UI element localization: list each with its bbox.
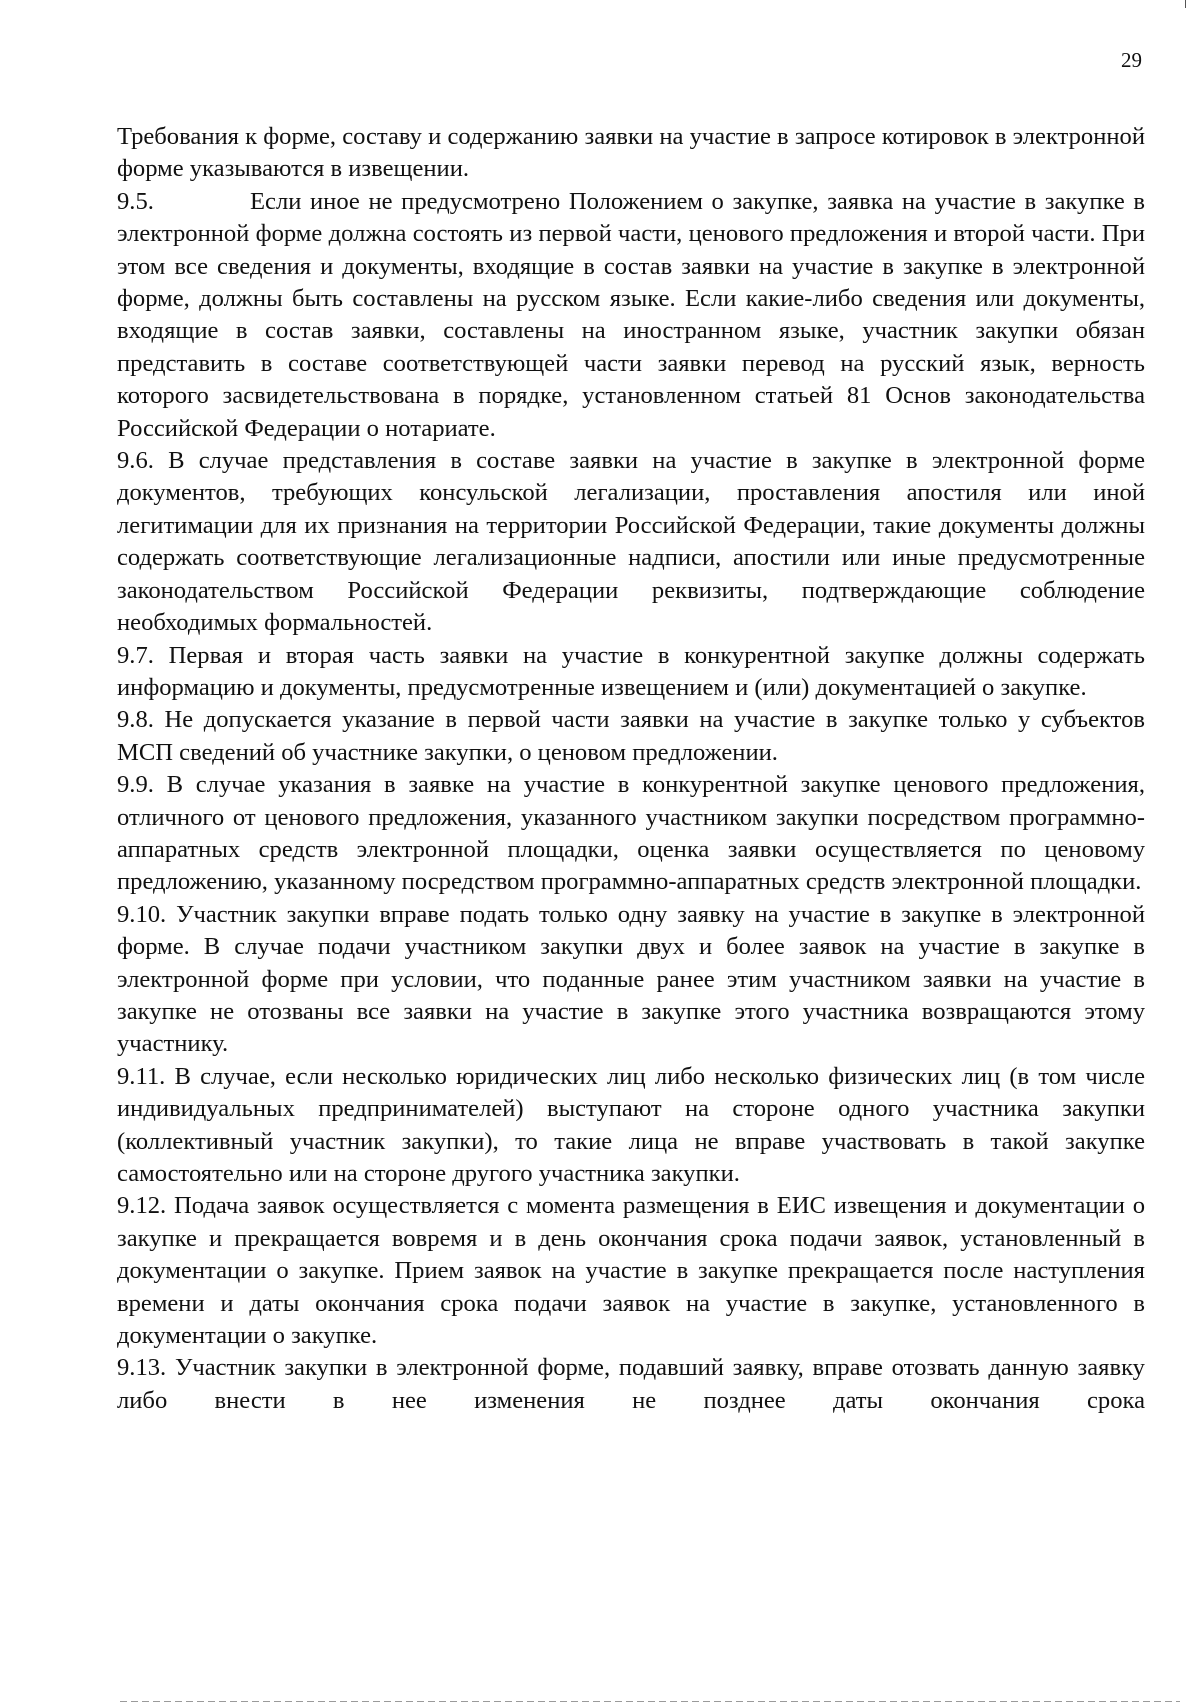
scan-edge-bottom-line (120, 1701, 1180, 1702)
clause-text: Если иное не предусмотрено Положением о закупке, заявка на участие в закупке в электронной форме должна состоять из первой части, ценового предложения и второй части. При этом все сведения и документы, входящие в состав заявки на участие в закупке в электронной форме, должны быть составлены на русском языке. Если какие-либо сведения или документы, входящие в состав заявки, составлены на иностранном языке, участник закупки обязан представить в составе соответствующей части заявки перевод на русский язык, верность которого засвидетельствована в порядке, установленном статьей 81 Основ законодательства Российской Федерации о нотариате. (117, 187, 1145, 442)
page-number: 29 (1121, 48, 1142, 72)
clause-9-12 (117, 1190, 1145, 1352)
clause-9-8 (117, 704, 1145, 769)
document-body (117, 121, 1145, 1417)
clause-text: В случае представления в составе заявки на участие в закупке в электронной форме документов, требующих консульской легализации, проставления апостиля или иной легитимации для их признания на территории Российской Федерации, такие документы должны содержать соответствующие легализационные надписи, апостили или иные предусмотренные законодательством Российской Федерации реквизиты, подтверждающие соблюдение необходимых формальностей. (117, 447, 1145, 637)
clause-9-10 (117, 899, 1145, 1061)
clause-9-6 (117, 445, 1145, 639)
clause-text: Не допускается указание в первой части заявки на участие в закупке только у субъектов МСП сведений об участнике закупки, о ценовом предложении. (117, 706, 1145, 766)
clause-text: В случае, если несколько юридических лиц либо несколько физических лиц (в том числе индивидуальных предпринимателей) выступают на стороне одного участника закупки (коллективный участник закупки), то такие лица не вправе участвовать в такой закупке самостоятельно или на стороне другого участника закупки. (117, 1062, 1145, 1187)
scan-edge-top-mark (1185, 0, 1186, 8)
paragraph-intro (117, 121, 1145, 186)
clause-number: 9.12. (117, 1192, 167, 1220)
clause-number: 9.13. (117, 1354, 167, 1382)
clause-9-7 (117, 640, 1145, 705)
clause-number: 9.8. (117, 706, 154, 734)
clause-number: 9.5. (117, 187, 154, 215)
clause-9-9 (117, 769, 1145, 899)
clause-text: В случае указания в заявке на участие в конкурентной закупке ценового предложения, отличного от ценового предложения, указанного участником закупки посредством программно-аппаратных средств электронной площадки, оценка заявки осуществляется по ценовому предложению, указанному посредством программно-аппаратных средств электронной площадки. (117, 771, 1145, 896)
clause-text: Участник закупки вправе подать только одну заявку на участие в закупке в электронной форме. В случае подачи участником закупки двух и более заявок на участие в закупке в электронной форме при условии, что поданные ранее этим участником заявки на участие в закупке не отозваны все заявки на участие в закупке этого участника возвращаются этому участнику. (117, 900, 1145, 1058)
clause-9-5 (117, 186, 1145, 445)
clause-number: 9.6. (117, 447, 154, 475)
clause-number: 9.10. (117, 900, 167, 928)
clause-number: 9.7. (117, 641, 154, 669)
clause-number: 9.9. (117, 771, 154, 799)
clause-text: Подача заявок осуществляется с момента размещения в ЕИС извещения и документации о закупке и прекращается вовремя и в день окончания срока подачи заявок, установленный в документации о закупке. Прием заявок на участие в закупке прекращается после наступления времени и даты окончания срока подачи заявок на участие в закупке, установленного в документации о закупке. (117, 1192, 1145, 1350)
paragraph-text: Требования к форме, составу и содержанию заявки на участие в запросе котировок в электронной форме указываются в извещении. (117, 123, 1145, 183)
clause-text: Первая и вторая часть заявки на участие в конкурентной закупке должны содержать информацию и документы, предусмотренные извещением и (или) документацией о закупке. (117, 641, 1145, 701)
clause-9-13 (117, 1352, 1145, 1417)
clause-text: Участник закупки в электронной форме, подавший заявку, вправе отозвать данную заявку либо внести в нее изменения не позднее даты окончания срока (117, 1354, 1145, 1414)
clause-number: 9.11. (117, 1062, 166, 1090)
clause-9-11 (117, 1061, 1145, 1191)
